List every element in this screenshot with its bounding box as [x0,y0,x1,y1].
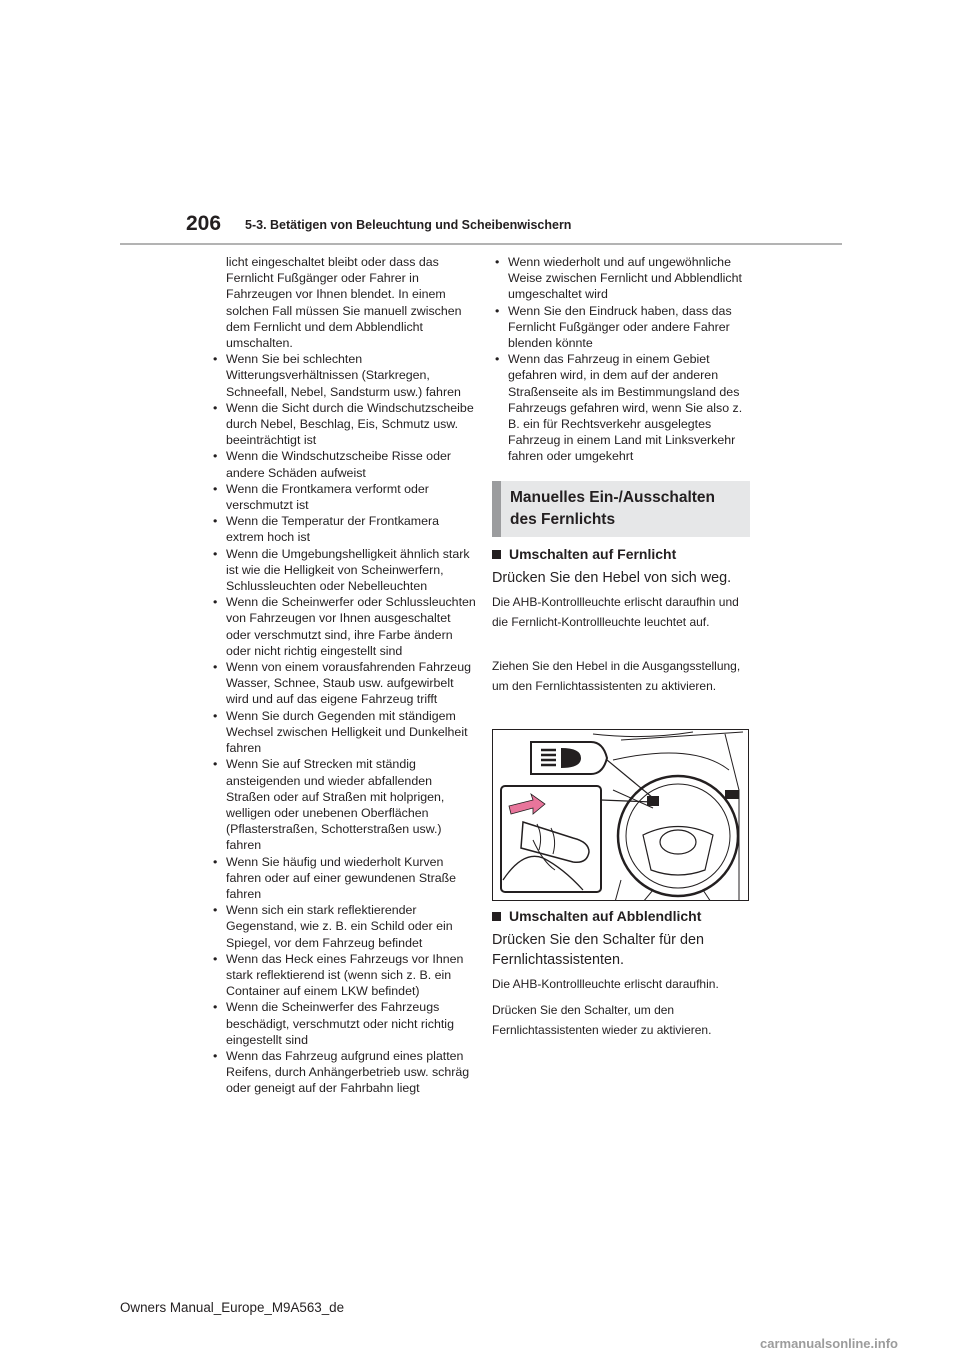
list-item: • Wenn das Fahrzeug in einem Gebiet gefahren wird, in dem auf der anderen Straßenseite als im Bestimmungsland des Fahrzeugs gefahren wird, wenn Sie also z. B. ein für Rechtsverkehr ausgelegtes Fahrzeug in einem Land mit Linksverkehr fahren oder umgekehrt [492,351,754,464]
section-heading-box [492,481,750,537]
instruction-low-beam: Drücken Sie den Schalter für den Fernlichtassistenten. [492,932,704,968]
section-heading: Manuelles Ein-/Ausschalten des Fernlichts [510,489,715,528]
list-item: • Wenn Sie den Eindruck haben, dass das Fernlicht Fußgänger oder andere Fahrer blenden könnte [492,303,754,352]
subheading-low-beam: Umschalten auf Abblendlicht [492,908,701,924]
section-title: 5-3. Betätigen von Beleuchtung und Scheibenwischern [245,218,572,232]
steering-lever-drawing [493,730,749,901]
list-item: • Wenn Sie auf Strecken mit ständig ansteigenden und wieder abfallenden Straßen oder auf Straßen mit holprigen, welligen oder unebenen Oberflächen (Pflasterstraßen, Schotterstraßen usw.) fahren [210,756,478,853]
list-item: • Wenn die Scheinwerfer des Fahrzeugs beschädigt, verschmutzt oder nicht richtig eingestellt sind [210,999,478,1048]
subheading-high-beam: Umschalten auf Fernlicht [492,546,676,562]
left-column [210,254,478,1097]
right-column [492,254,754,465]
list-item: • Wenn die Temperatur der Frontkamera extrem hoch ist [210,513,478,545]
footer-manual-id: Owners Manual_Europe_M9A563_de [120,1300,345,1315]
note-high-beam-1: Die AHB-Kontrollleuchte erlischt daraufhin und die Fernlicht-Kontrollleuchte leuchtet auf. [492,595,739,629]
lever-illustration [492,729,749,901]
note-low-beam-2: Drücken Sie den Schalter, um den Fernlichtassistenten wieder zu aktivieren. [492,1003,712,1037]
list-item: • Wenn von einem vorausfahrenden Fahrzeug Wasser, Schnee, Staub usw. aufgewirbelt wird und auf das eigene Fahrzeug trifft [210,659,478,708]
square-bullet-icon [492,912,501,921]
condition-list-continued [492,254,754,465]
list-item: • Wenn wiederholt und auf ungewöhnliche Weise zwischen Fernlicht und Abblendlicht umgeschaltet wird [492,254,754,303]
condition-list [210,351,478,1096]
list-item: • Wenn Sie häufig und wiederholt Kurven fahren oder auf einer gewundenen Straße fahren [210,854,478,903]
list-item: • Wenn das Heck eines Fahrzeugs vor Ihnen stark reflektierend ist (wenn sich z. B. ein Container auf einem LKW befindet) [210,951,478,1000]
instruction-high-beam: Drücken Sie den Hebel von sich weg. [492,570,732,586]
watermark: carmanualsonline.info [760,1336,898,1351]
list-item: • Wenn die Frontkamera verformt oder verschmutzt ist [210,481,478,513]
list-item: • Wenn sich ein stark reflektierender Gegenstand, wie z. B. ein Schild oder ein Spiegel, vor dem Fahrzeug befindet [210,902,478,951]
page-number: 206 [186,212,222,235]
list-item: • Wenn die Scheinwerfer oder Schlussleuchten von Fahrzeugen vor Ihnen ausgeschaltet oder verschmutzt sind, ihre Farbe ändern oder nicht richtig eingestellt sind [210,594,478,659]
square-bullet-icon [492,550,501,559]
section-heading-bar [492,481,501,537]
note-high-beam-2: Ziehen Sie den Hebel in die Ausgangsstellung, um den Fernlichtassistenten zu aktivieren. [492,659,741,693]
list-item: • Wenn die Windschutzscheibe Risse oder andere Schäden aufweist [210,448,478,480]
list-item: • Wenn Sie durch Gegenden mit ständigem Wechsel zwischen Helligkeit und Dunkelheit fahren [210,708,478,757]
list-item: • Wenn das Fahrzeug aufgrund eines platten Reifens, durch Anhängerbetrieb usw. schräg oder geneigt auf der Fahrbahn liegt [210,1048,478,1097]
list-item: • Wenn Sie bei schlechten Witterungsverhältnissen (Starkregen, Schneefall, Nebel, Sandsturm usw.) fahren [210,351,478,400]
list-item: • Wenn die Umgebungshelligkeit ähnlich stark ist wie die Helligkeit von Scheinwerfern, Schlussleuchten oder Nebelleuchten [210,546,478,595]
high-beam-icon [531,742,607,774]
header-rule [120,243,842,245]
list-item: • Wenn die Sicht durch die Windschutzscheibe durch Nebel, Beschlag, Eis, Schmutz usw. beeinträchtigt ist [210,400,478,449]
continuation-text: licht eingeschaltet bleibt oder dass das Fernlicht Fußgänger oder Fahrer in Fahrzeugen vor Ihnen blendet. In einem solchen Fall müssen Sie manuell zwischen dem Fernlicht und dem Abblendlicht umschalten. [226,255,462,351]
note-low-beam-1: Die AHB-Kontrollleuchte erlischt daraufhin. [492,977,719,991]
